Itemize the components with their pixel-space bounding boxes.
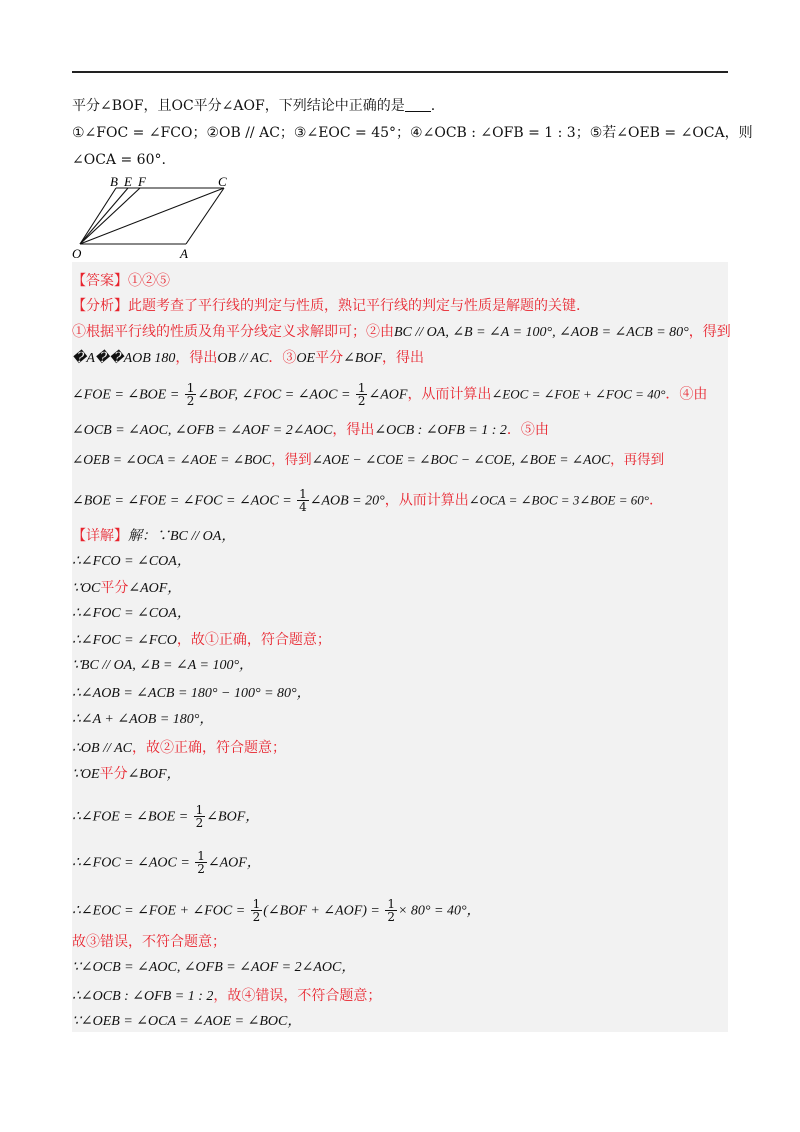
analysis-line-2: ①根据平行线的性质及角平分线定义求解即可；②由BC // OA, ∠B = ∠A = 100°, ∠AOB = ∠ACB = 80°，得到 <box>72 324 731 340</box>
detail-line-3: ∴∠FOC = ∠COA， <box>72 606 191 621</box>
detail-line-9: ∵OE平分∠BOF， <box>72 766 181 782</box>
label-C: C <box>218 174 227 189</box>
detail-line-8: ∴OB // AC，故②正确，符合题意； <box>72 740 286 756</box>
question-line-1: 平分∠BOF，且OC平分∠AOF，下列结论中正确的是 . <box>72 98 436 114</box>
detail-line-11: ∴∠FOC = ∠AOC = $\frac{1}{2}$ ∠AOF， <box>72 849 261 876</box>
detail-line-16: ∵∠OEB = ∠OCA = ∠AOE = ∠BOC， <box>72 1014 302 1029</box>
detail-line-4: ∴∠FOC = ∠FCO，故①正确，符合题意； <box>72 632 331 648</box>
question-line-3: ∠OCA = 60°. <box>72 152 166 168</box>
detail-line-2: ∵OC平分∠AOF， <box>72 580 182 596</box>
header-rule <box>72 71 728 73</box>
analysis-line-4: ∠FOE = ∠BOE = $\frac{1}{2}$ ∠BOF, ∠FOC = ∠AOC = $\frac{1}{2}$ ∠AOF，从而计算出∠EOC = ∠FOE + ∠FOC = 40°．④由 <box>72 381 708 408</box>
answer-line: 【答案】①②⑤ <box>72 273 170 289</box>
label-A: A <box>180 246 188 261</box>
detail-line-14: ∵∠OCB = ∠AOC, ∠OFB = ∠AOF = 2∠AOC， <box>72 960 356 975</box>
question-line-2: ①∠FOC = ∠FCO；②OB // AC；③∠EOC = 45°；④∠OCB : ∠OFB = 1 : 3；⑤若∠OEB = ∠OCA，则 <box>72 125 753 141</box>
detail-line-12: ∴∠EOC = ∠FOE + ∠FOC = $\frac{1}{2}$ (∠BOF + ∠AOF) = $\frac{1}{2}$ × 80° = 40°， <box>72 897 481 924</box>
detail-line-1: ∴∠FCO = ∠COA， <box>72 554 191 569</box>
analysis-line-7: ∠BOE = ∠FOE = ∠FOC = ∠AOC = $\frac{1}{4}$ ∠AOB = 20°，从而计算出∠OCA = ∠BOC = 3∠BOE = 60°. <box>72 487 654 514</box>
label-B: B <box>110 174 118 189</box>
label-F: F <box>138 174 146 189</box>
analysis-line-1: 【分析】此题考查了平行线的判定与性质，熟记平行线的判定与性质是解题的关键. <box>72 298 581 314</box>
analysis-line-3: �A��AOB 180，得出OB // AC．③OE平分∠BOF，得出 <box>72 350 425 366</box>
parallelogram-figure <box>72 174 272 262</box>
detail-line-13: 故③错误，不符合题意； <box>72 934 226 950</box>
detail-line-7: ∴∠A + ∠AOB = 180°， <box>72 712 214 727</box>
label-E: E <box>124 174 132 189</box>
analysis-line-5: ∠OCB = ∠AOC, ∠OFB = ∠AOF = 2∠AOC，得出∠OCB : ∠OFB = 1 : 2．⑤由 <box>72 422 549 438</box>
detail-line-10: ∴∠FOE = ∠BOE = $\frac{1}{2}$ ∠BOF， <box>72 803 260 830</box>
analysis-line-6: ∠OEB = ∠OCA = ∠AOE = ∠BOC，得到∠AOE − ∠COE = ∠BOC − ∠COE, ∠BOE = ∠AOC，再得到 <box>72 452 665 468</box>
answer-blank <box>405 99 431 112</box>
detail-line-0: 【详解】解：∵BC // OA， <box>72 528 236 544</box>
detail-line-5: ∵BC // OA, ∠B = ∠A = 100°， <box>72 658 254 673</box>
label-O: O <box>72 246 82 261</box>
detail-line-6: ∴∠AOB = ∠ACB = 180° − 100° = 80°， <box>72 686 311 701</box>
detail-line-15: ∴∠OCB : ∠OFB = 1 : 2，故④错误，不符合题意； <box>72 988 382 1004</box>
